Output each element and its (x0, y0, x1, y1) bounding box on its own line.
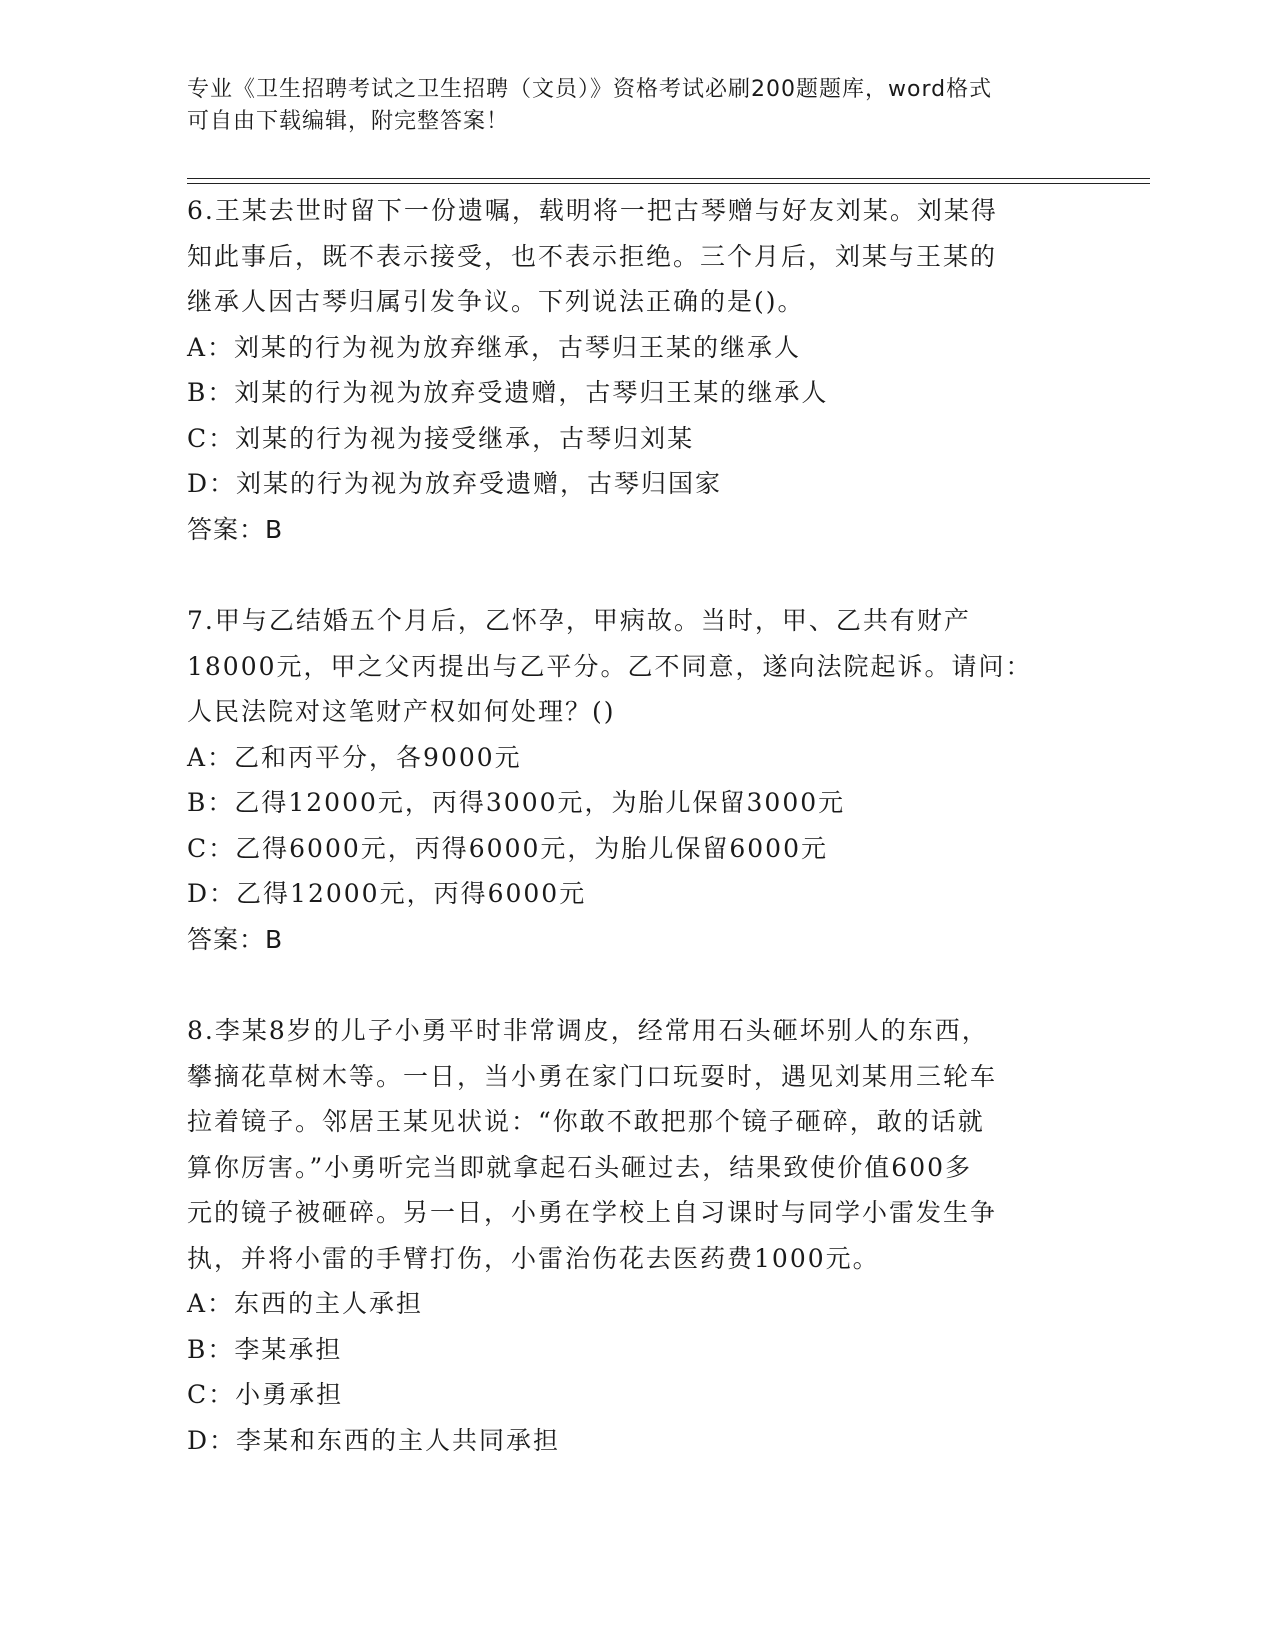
question-text-line: 知此事后，既不表示接受，也不表示拒绝。三个月后，刘某与王某的 (187, 241, 998, 271)
header-title-line-1: 专业《卫生招聘考试之卫生招聘（文员）》资格考试必刷200题题库，word格式 (187, 77, 993, 102)
question-text-line: 拉着镜子。邻居王某见状说：“你敢不敢把那个镜子砸碎，敢的话就 (187, 1107, 985, 1136)
question-text-line: 攀摘花草树木等。一日，当小勇在家门口玩耍时，遇见刘某用三轮车 (187, 1061, 998, 1091)
header-title-line-2: 可自由下载编辑，附完整答案！ (187, 109, 510, 134)
question-text-line: 8.李某8岁的儿子小勇平时非常调皮，经常用石头砸坏别人的东西， (187, 1016, 989, 1045)
question-text-line: 7.甲与乙结婚五个月后，乙怀孕，甲病故。当时，甲、乙共有财产 (187, 606, 971, 635)
option-b: B：刘某的行为视为放弃受遗赠，古琴归王某的继承人 (187, 378, 829, 407)
question-8 (187, 1008, 1077, 1463)
question-text-line: 18000元，甲之父丙提出与乙平分。乙不同意，遂向法院起诉。请问： (187, 651, 1033, 681)
question-text-line: 继承人因古琴归属引发争议。下列说法正确的是()。 (187, 287, 805, 316)
option-d: D：乙得12000元，丙得6000元 (187, 879, 587, 908)
header-divider-top (187, 178, 1150, 179)
answer-label: 答案：B (187, 924, 284, 954)
option-b: B：乙得12000元，丙得3000元，为胎儿保留3000元 (187, 788, 846, 817)
answer-label: 答案：B (187, 514, 284, 544)
option-c: C：刘某的行为视为接受继承，古琴归刘某 (187, 423, 695, 453)
question-text-line: 算你厉害。”小勇听完当即就拿起石头砸过去，结果致使价值600多 (187, 1152, 973, 1182)
question-text-line: 元的镜子被砸碎。另一日，小勇在学校上自习课时与同学小雷发生争 (187, 1198, 998, 1227)
question-text-line: 人民法院对这笔财产权如何处理？() (187, 697, 616, 726)
option-a: A：乙和丙平分，各9000元 (187, 742, 522, 772)
document-header (187, 74, 1067, 138)
question-7 (187, 598, 1077, 962)
option-a: A：刘某的行为视为放弃继承，古琴归王某的继承人 (187, 332, 802, 362)
question-text-line: 执，并将小雷的手臂打伤，小雷治伤花去医药费1000元。 (187, 1243, 880, 1273)
option-c: C：小勇承担 (187, 1380, 344, 1409)
option-d: D：刘某的行为视为放弃受遗赠，古琴归国家 (187, 469, 723, 498)
option-c: C：乙得6000元，丙得6000元，为胎儿保留6000元 (187, 833, 828, 863)
question-6 (187, 188, 1077, 552)
option-b: B：李某承担 (187, 1334, 343, 1364)
option-a: A：东西的主人承担 (187, 1289, 424, 1318)
header-divider-bottom (187, 183, 1150, 184)
option-d: D：李某和东西的主人共同承担 (187, 1425, 561, 1455)
question-text-line: 6.王某去世时留下一份遗嘱，载明将一把古琴赠与好友刘某。刘某得 (187, 196, 998, 225)
